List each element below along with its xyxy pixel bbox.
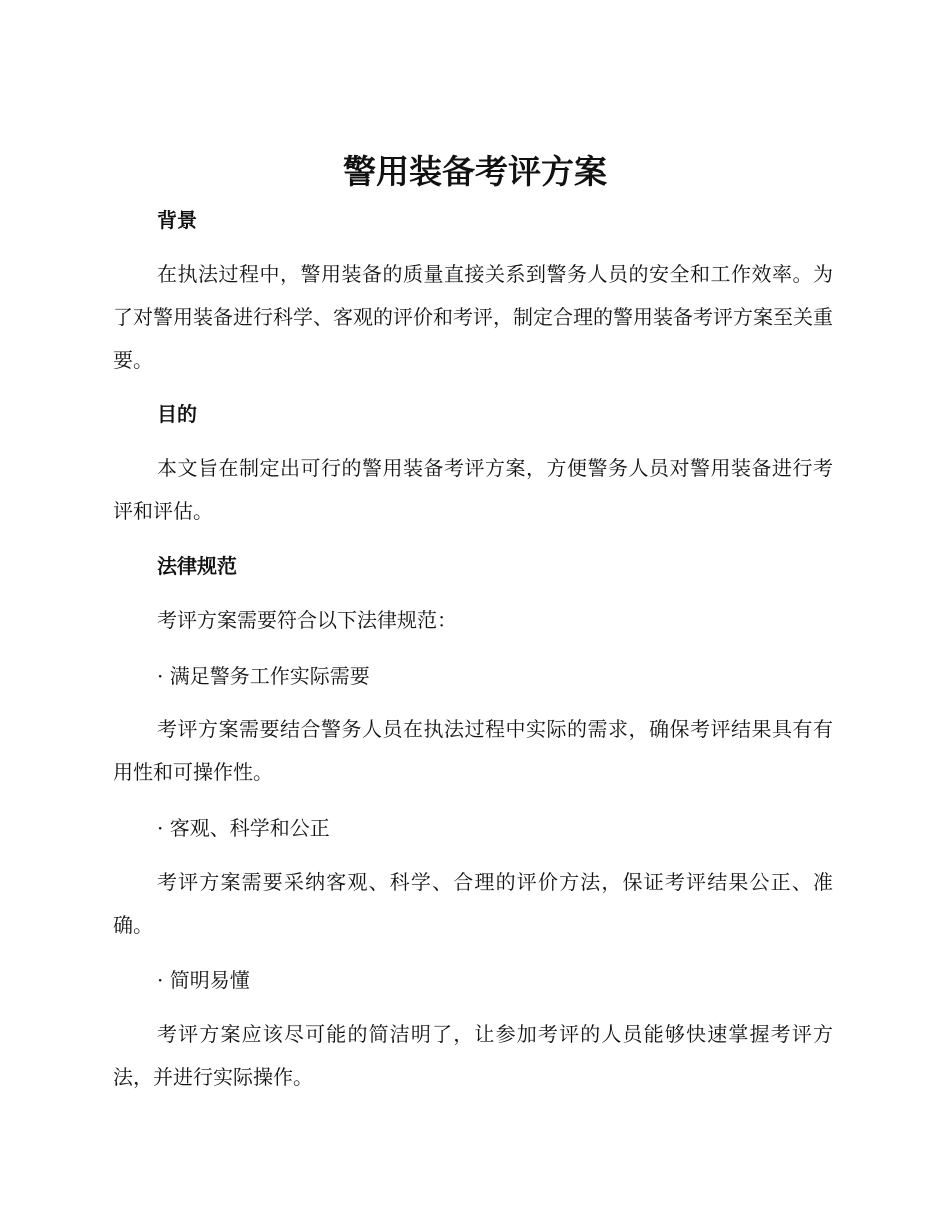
section-heading-background: 背景 [157, 208, 197, 232]
bullet-item-objective: · 客观、科学和公正 [157, 816, 330, 840]
paragraph-legal-intro: 考评方案需要符合以下法律规范： [157, 608, 457, 632]
paragraph-background: 在执法过程中，警用装备的质量直接关系到警务人员的安全和工作效率。为了对警用装备进行科学、客观的评价和考评，制定合理的警用装备考评方案至关重要。 [113, 262, 833, 372]
bullet-item-practical-needs: · 满足警务工作实际需要 [157, 664, 370, 688]
bullet-item-simple: · 简明易懂 [157, 968, 250, 992]
paragraph-practical-needs: 考评方案需要结合警务人员在执法过程中实际的需求，确保考评结果具有有用性和可操作性。 [113, 717, 833, 784]
section-heading-purpose: 目的 [157, 402, 197, 426]
section-heading-legal: 法律规范 [157, 554, 237, 578]
paragraph-simple: 考评方案应该尽可能的简洁明了，让参加考评的人员能够快速掌握考评方法，并进行实际操作。 [113, 1022, 833, 1089]
paragraph-purpose: 本文旨在制定出可行的警用装备考评方案，方便警务人员对警用装备进行考评和评估。 [113, 456, 833, 523]
paragraph-objective: 考评方案需要采纳客观、科学、合理的评价方法，保证考评结果公正、准确。 [113, 870, 833, 937]
document-title: 警用装备考评方案 [343, 152, 607, 191]
